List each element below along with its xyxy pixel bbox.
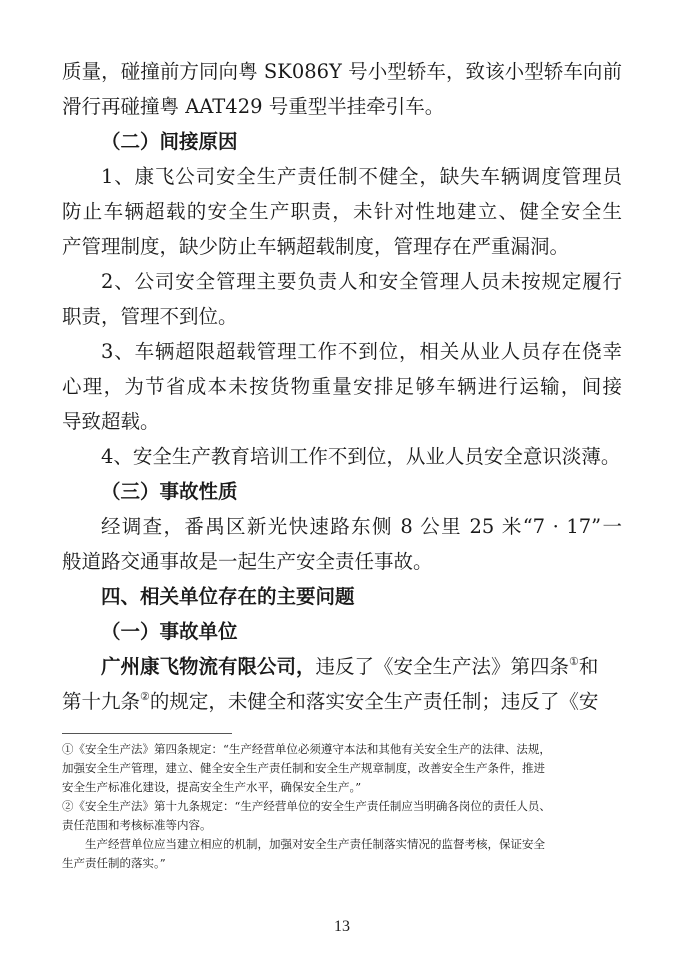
body-line: 质量，碰撞前方同向粤 SK086Y 号小型轿车，致该小型轿车向前 <box>62 60 622 83</box>
body-text: 违反了《安全生产法》第四条 <box>315 655 570 678</box>
footnote-line: 安全生产标准化建设，提高安全生产水平，确保安全生产。” <box>62 780 362 794</box>
body-line <box>62 685 622 719</box>
body-line: 4、安全生产教育培训工作不到位，从业人员安全意识淡薄。 <box>101 445 621 468</box>
footnote-line: ②《安全生产法》第十九条规定：“生产经营单位的安全生产责任制应当明确各岗位的责任人员、 <box>62 799 551 813</box>
body-line: 防止车辆超载的安全生产职责，未针对性地建立、健全安全生 <box>62 200 622 223</box>
footnote-mark-1[interactable]: ① <box>569 655 579 668</box>
footnote-line: 加强安全生产管理，建立、健全安全生产责任制和安全生产规章制度，改善安全生产条件，推进 <box>62 761 545 775</box>
body-line: 导致超载。 <box>62 410 160 433</box>
section-heading-accident-unit: （一）事故单位 <box>101 620 238 643</box>
section-heading-accident-nature: （三）事故性质 <box>101 480 238 503</box>
footnote-line: 生产经营单位应当建立相应的机制，加强对安全生产责任制落实情况的监督考核，保证安全 <box>85 837 545 851</box>
body-line: 滑行再碰撞粤 AAT429 号重型半挂牵引车。 <box>62 95 445 118</box>
body-line: 1、康飞公司安全生产责任制不健全，缺失车辆调度管理员 <box>101 165 622 188</box>
body-line: 般道路交通事故是一起生产安全责任事故。 <box>62 550 433 573</box>
section-heading-indirect-causes: （二）间接原因 <box>101 130 238 153</box>
page-number: 13 <box>334 918 350 935</box>
body-line: 3、车辆超限超载管理工作不到位，相关从业人员存在侥幸 <box>101 340 622 363</box>
body-line-company <box>101 650 622 684</box>
section-heading-main-problems: 四、相关单位存在的主要问题 <box>101 585 355 608</box>
body-line: 2、公司安全管理主要负责人和安全管理人员未按规定履行 <box>101 270 622 293</box>
footnote-line: 责任范围和考核标准等内容。 <box>62 818 212 832</box>
footnote-mark-2[interactable]: ② <box>140 690 150 703</box>
body-line: 经调查，番禺区新光快速路东侧 8 公里 25 米“7 · 17”一 <box>101 515 622 538</box>
body-line: 产管理制度，缺少防止车辆超载制度，管理存在严重漏洞。 <box>62 235 570 258</box>
body-line: 心理，为节省成本未按货物重量安排足够车辆进行运输，间接 <box>62 375 622 398</box>
body-text: 第十九条 <box>62 690 141 713</box>
body-line: 职责，管理不到位。 <box>62 305 238 328</box>
body-text: 的规定，未健全和落实安全生产责任制；违反了《安 <box>149 690 599 713</box>
footnote-line: 生产责任制的落实。” <box>62 856 166 870</box>
footnote-line: ①《安全生产法》第四条规定：“生产经营单位必须遵守本法和其他有关安全生产的法律、法规， <box>62 742 551 756</box>
footnote-divider <box>62 733 232 734</box>
company-name: 广州康飞物流有限公司， <box>101 655 316 678</box>
body-text: 和 <box>578 655 599 678</box>
